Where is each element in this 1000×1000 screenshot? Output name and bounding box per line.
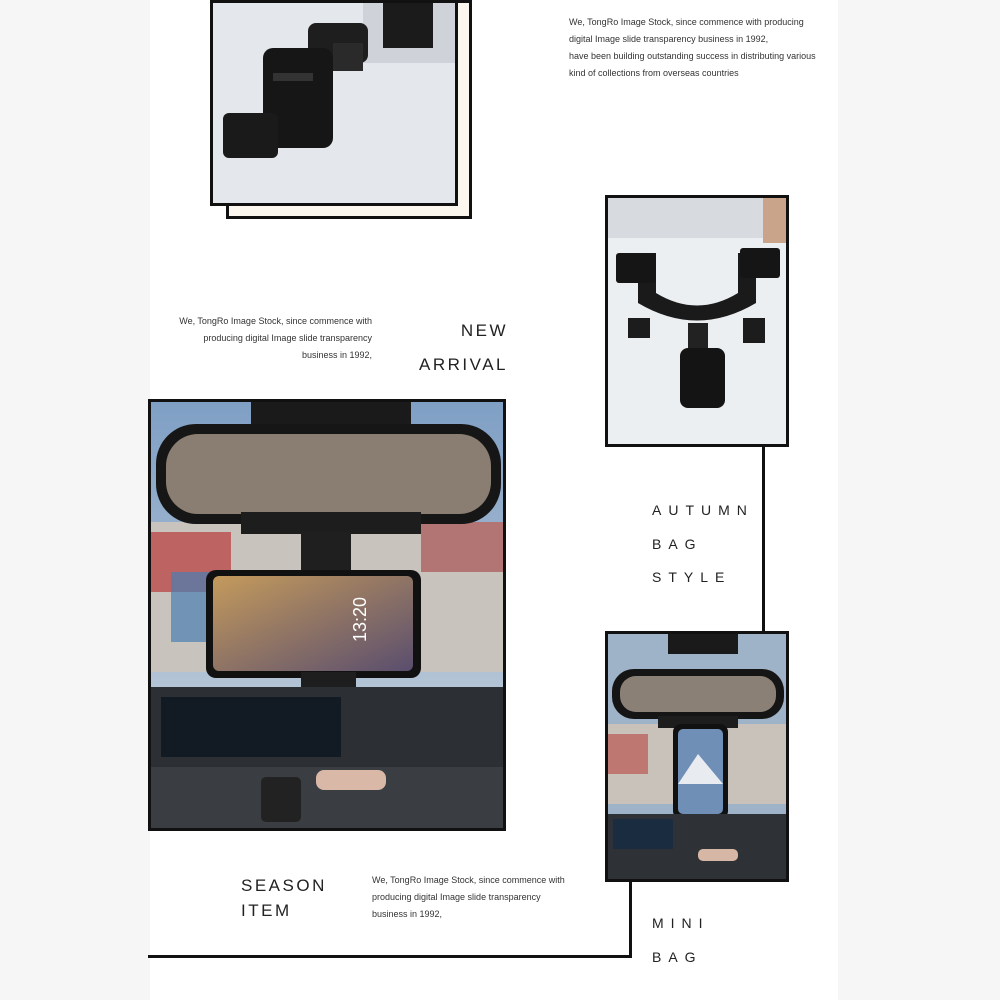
connector-line-vertical-right	[762, 446, 765, 632]
phone-clock: 13:20	[350, 596, 370, 642]
new-arrival-line-2: ARRIVAL	[419, 355, 508, 374]
holder-on-roof-photo	[605, 195, 789, 447]
middle-line-1: We, TongRo Image Stock, since commence with	[179, 316, 372, 326]
autumn-line: AUTUMN	[652, 502, 754, 518]
bag-line: BAG	[652, 536, 703, 552]
small-mirror-illustration	[608, 634, 786, 879]
intro-line-1: We, TongRo Image Stock, since commence with producing	[569, 17, 804, 27]
top-product-photo	[210, 0, 458, 206]
bottom-line-3: business in 1992,	[372, 909, 443, 919]
item-line: ITEM	[241, 901, 292, 920]
mirror-mount-illustration	[151, 402, 503, 828]
mirror-mount-small-photo	[605, 631, 789, 882]
intro-line-4: kind of collections from overseas countries	[569, 68, 739, 78]
bottom-line-2: producing digital Image slide transparency	[372, 892, 541, 902]
style-line: STYLE	[652, 569, 732, 585]
intro-text-bottom	[372, 872, 592, 923]
mini-line: MINI	[652, 915, 710, 931]
mirror-mount-photo	[148, 399, 506, 831]
intro-text-top	[569, 14, 829, 82]
bag-line-2: BAG	[652, 949, 703, 965]
connector-line-vertical-bottom	[629, 880, 632, 958]
season-item-heading	[241, 873, 351, 923]
connector-line-horizontal-bottom	[148, 955, 632, 958]
middle-line-3: business in 1992,	[301, 350, 372, 360]
season-line: SEASON	[241, 876, 327, 895]
intro-line-2: digital Image slide transparency business in 1992,	[569, 34, 769, 44]
holder-clamp-illustration	[608, 198, 786, 444]
new-arrival-line-1: NEW	[460, 321, 508, 340]
intro-text-middle	[160, 313, 372, 364]
phone-holder-illustration	[213, 3, 455, 203]
bottom-line-1: We, TongRo Image Stock, since commence with	[372, 875, 565, 885]
new-arrival-heading	[400, 314, 508, 382]
intro-line-3: have been building outstanding success in distributing various	[569, 51, 816, 61]
middle-line-2: producing digital Image slide transparency	[203, 333, 372, 343]
